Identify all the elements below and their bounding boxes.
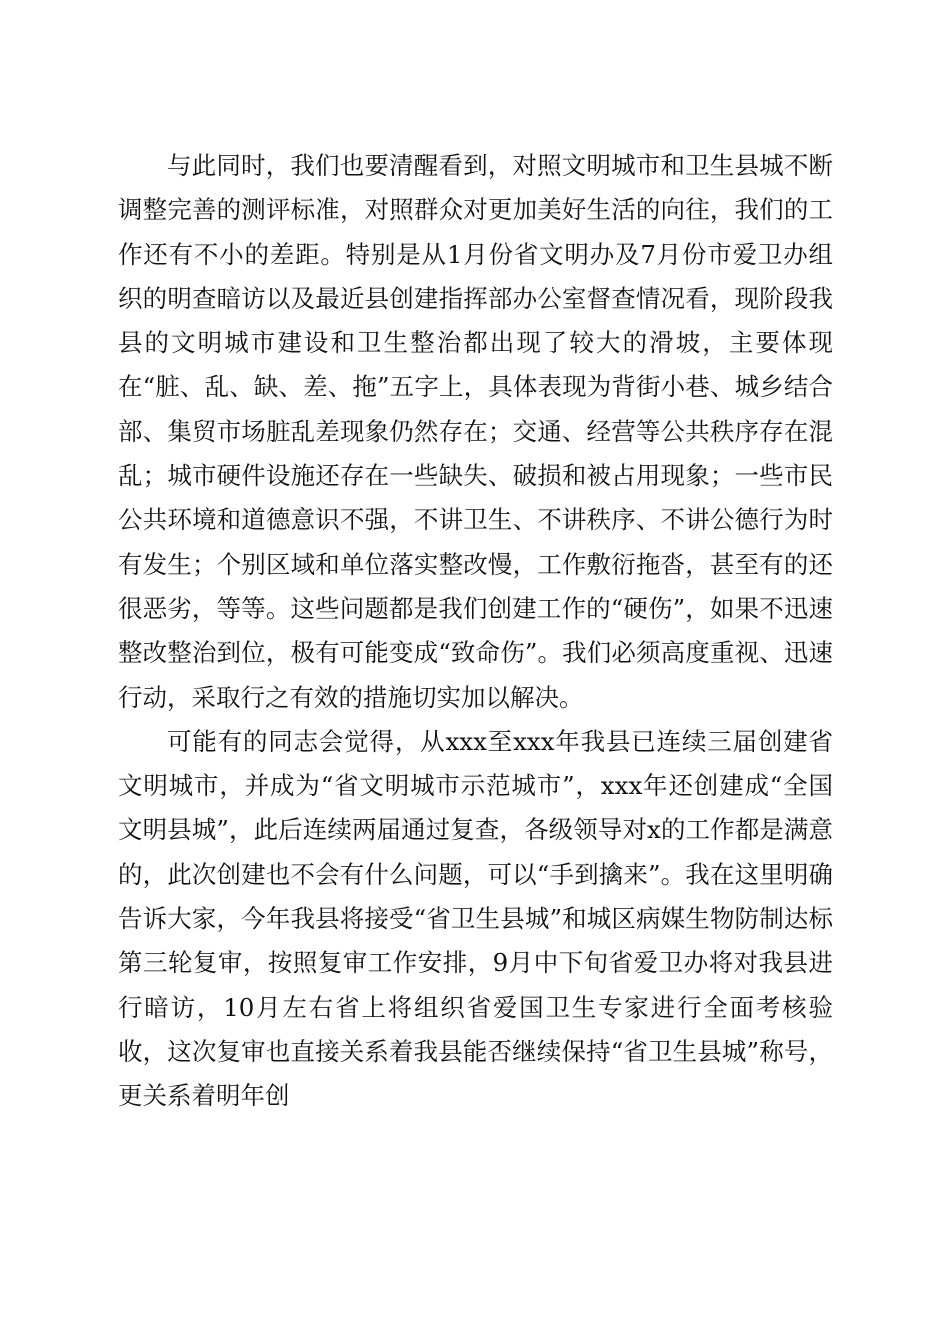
paragraph-1: 与此同时，我们也要清醒看到，对照文明城市和卫生县城不断调整完善的测评标准，对照群众对更加美好生活的向往，我们的工作还有不小的差距。特别是从1月份省文明办及7月份市爱卫办组织的明查暗访以及最近县创建指挥部办公室督查情况看，现阶段我县的文明城市建设和卫生整治都出现了较大的滑坡，主要体现在“脏、乱、缺、差、拖”五字上，具体表现为背街小巷、城乡结合部、集贸市场脏乱差现象仍然存在；交通、经营等公共秩序存在混乱；城市硬件设施还存在一些缺失、破损和被占用现象；一些市民公共环境和道德意识不强，不讲卫生、不讲秩序、不讲公德行为时有发生；个别区域和单位落实整改慢，工作敷衍拖沓，甚至有的还很恶劣，等等。这些问题都是我们创建工作的“硬伤”，如果不迅速整改整治到位，极有可能变成“致命伤”。我们必须高度重视、迅速行动，采取行之有效的措施切实加以解决。 <box>118 151 833 712</box>
document-body <box>118 144 833 1119</box>
paragraph-2: 可能有的同志会觉得，从xxx至xxx年我县已连续三届创建省文明城市，并成为“省文明城市示范城市”，xxx年还创建成“全国文明县城”，此后连续两届通过复查，各级领导对x的工作都是满意的，此次创建也不会有什么问题，可以“手到擒来”。我在这里明确告诉大家，今年我县将接受“省卫生县城”和城区病媒生物防制达标第三轮复审，按照复审工作安排，9月中下旬省爱卫办将对我县进行暗访，10月左右省上将组织省爱国卫生专家进行全面考核验收，这次复审也直接关系着我县能否继续保持“省卫生县城”称号，更关系着明年创 <box>118 726 833 1111</box>
